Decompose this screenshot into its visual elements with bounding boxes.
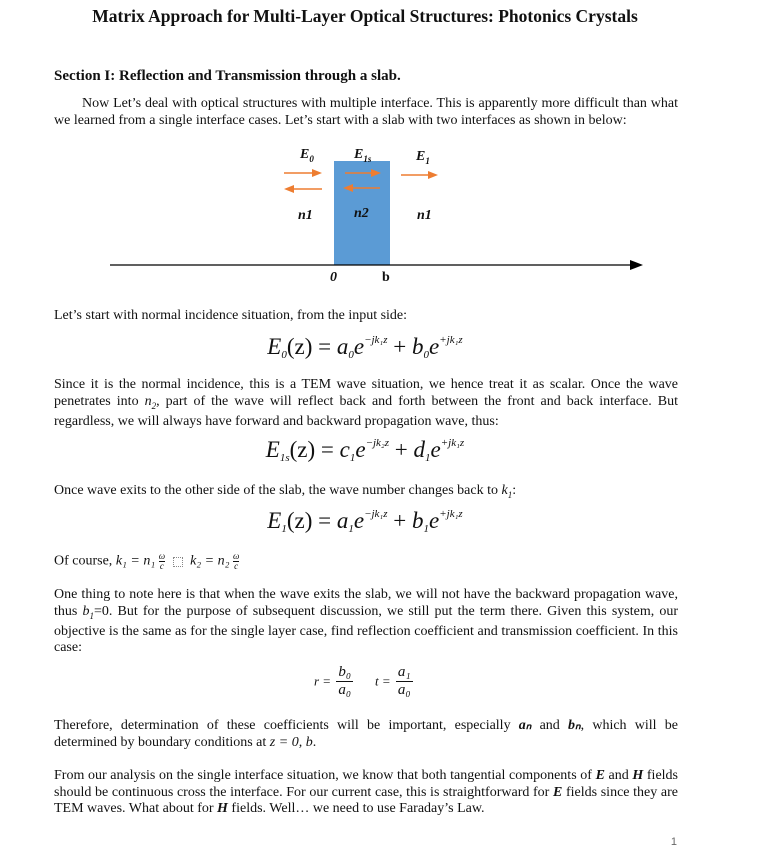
therefore-paragraph: Therefore, determination of these coefficients will be important, especially aₙ and bₙ, which will be determined by boundary conditions at z = 0, b. (54, 718, 678, 750)
document-title: Matrix Approach for Multi-Layer Optical Structures: Photonics Crystals (92, 6, 638, 26)
transmission-coefficient: t = $\frac{\text{a₁}}{\text{a₀}}$ (375, 664, 411, 698)
slab-figure (0, 140, 765, 290)
exit-paragraph: Once wave exits to the other side of the slab, the wave number changes back to $k_1$: (54, 483, 517, 500)
label-n1-left: n1 (298, 208, 313, 223)
page-number: 1 (670, 836, 677, 848)
omega-over-c-2: $\frac{\omega}{c}$ (232, 551, 240, 571)
axis-label-b: b (382, 270, 390, 285)
label-E1s: $E_{1s}$ (354, 147, 372, 164)
reflection-coefficient: r = $\frac{\text{b₀}}{\text{a₀}}$ (314, 664, 352, 698)
k1-definition: k₁ = n₁ (115, 553, 156, 569)
equation-E1s: $E1s(z) = c1e^{-jk_2z} + d1e^{+jk_1z}$ (265, 437, 465, 464)
reflected-arrow (284, 185, 322, 193)
wavenumber-definitions: Of course, k₁ = n₁ $\frac{\omega}{c} k_2 = n_2$ $\frac{\omega}{c}$ (54, 551, 240, 571)
omega-over-c-1: $\frac{\omega}{c}$ (158, 551, 166, 571)
label-E1: $E_1$ (416, 149, 430, 166)
section-heading: Section I: Reflection and Transmission through a slab. (54, 68, 401, 84)
z-axis-arrowhead (630, 260, 643, 270)
equation-E1: $E1(z) = a1e^{-jk_1z} + b1e^{+jk_1z}$ (267, 508, 463, 535)
final-paragraph: From our analysis on the single interface situation, we know that both tangential components of E and H fields should be continuous cross the interface. For our current case, this is straightforward for E fields since they are TEM waves. What about for H fields. Well… we need to use Faraday’s Law. (54, 768, 678, 816)
intro-paragraph: Now Let’s deal with optical structures with multiple interface. This is apparently more difficult than what we learned from a single interface cases. Let’s start with a slab with two interfaces as shown in below: (54, 96, 678, 128)
label-n2: n2 (354, 206, 369, 221)
equation-E0: $E0(z) = a0e^{-jk_1z} + b0e^{+jk_1z}$ (267, 334, 463, 361)
tem-paragraph: Since it is the normal incidence, this is a TEM wave situation, we hence treat it as scalar. Once the wave penetrates into $n_2$, part of the wave will reflect back and forth between the front and back interface. But regardless, we will always have forward and backward propagation wave, thus: (54, 377, 678, 429)
incident-arrow (284, 169, 322, 177)
label-n1-right: n1 (417, 208, 432, 223)
k2-definition: k₂ = n₂ (190, 553, 230, 569)
normal-incidence-text: Let’s start with normal incidence situation, from the input side: (54, 308, 408, 323)
transmitted-arrow (401, 171, 438, 179)
label-E0: $E_0$ (300, 147, 314, 164)
equation-placeholder-icon (173, 557, 183, 567)
axis-label-0: 0 (330, 270, 337, 285)
note-paragraph: One thing to note here is that when the wave exits the slab, we will not have the backward propagation wave, thus $b_1=0$. But for the purpose of subsequent discussion, we still put the term there. Given this system, our objective is the same as for the single layer case, find reflection coefficient and transmission coefficient. In this case: (54, 587, 679, 656)
